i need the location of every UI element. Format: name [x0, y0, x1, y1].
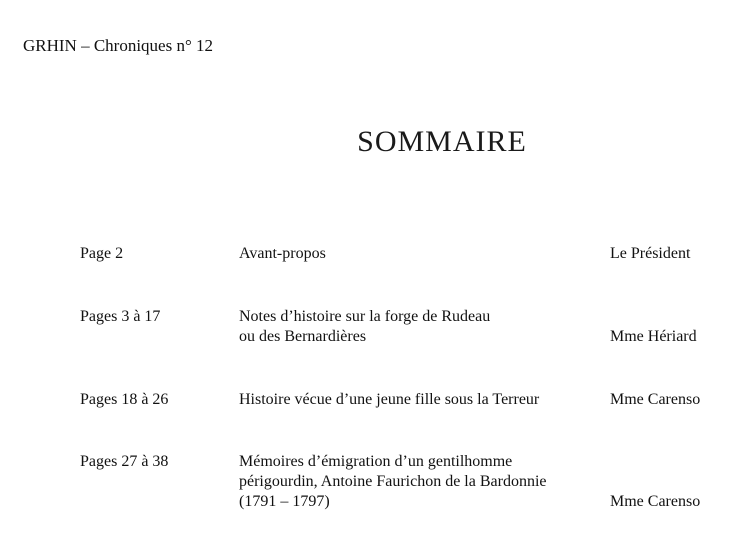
toc-entry-title-line: ou des Bernardières [239, 328, 367, 345]
toc-entry-pages: Pages 18 à 26 [80, 391, 169, 408]
toc-entry-pages: Page 2 [80, 245, 124, 262]
toc-entry-author: Mme Carenso [610, 493, 701, 510]
publication-header: GRHIN – Chroniques n° 12 [23, 36, 214, 55]
toc-entry-pages: Pages 3 à 17 [80, 308, 161, 325]
toc-entry-title-line: périgourdin, Antoine Faurichon de la Bardonnie [239, 473, 547, 490]
page-title: SOMMAIRE [357, 125, 527, 158]
toc-entry-title-line: Histoire vécue d’une jeune fille sous la Terreur [239, 391, 540, 408]
toc-entry-title-line: Mémoires d’émigration d’un gentilhomme [239, 453, 513, 470]
toc-entry-title-line: Notes d’histoire sur la forge de Rudeau [239, 308, 491, 325]
toc-entry-title [239, 307, 490, 347]
toc-entry-title [239, 452, 546, 512]
toc-entry-title-line: (1791 – 1797) [239, 493, 330, 510]
toc-entry-author: Mme Carenso [610, 391, 701, 408]
toc-entry-author: Mme Hériard [610, 328, 697, 345]
toc-entry-author: Le Président [610, 245, 691, 262]
toc-entry-title-line: Avant-propos [239, 245, 326, 262]
toc-entry-title [239, 390, 539, 410]
toc-entry-pages: Pages 27 à 38 [80, 453, 169, 470]
toc-entry-title [239, 244, 326, 264]
